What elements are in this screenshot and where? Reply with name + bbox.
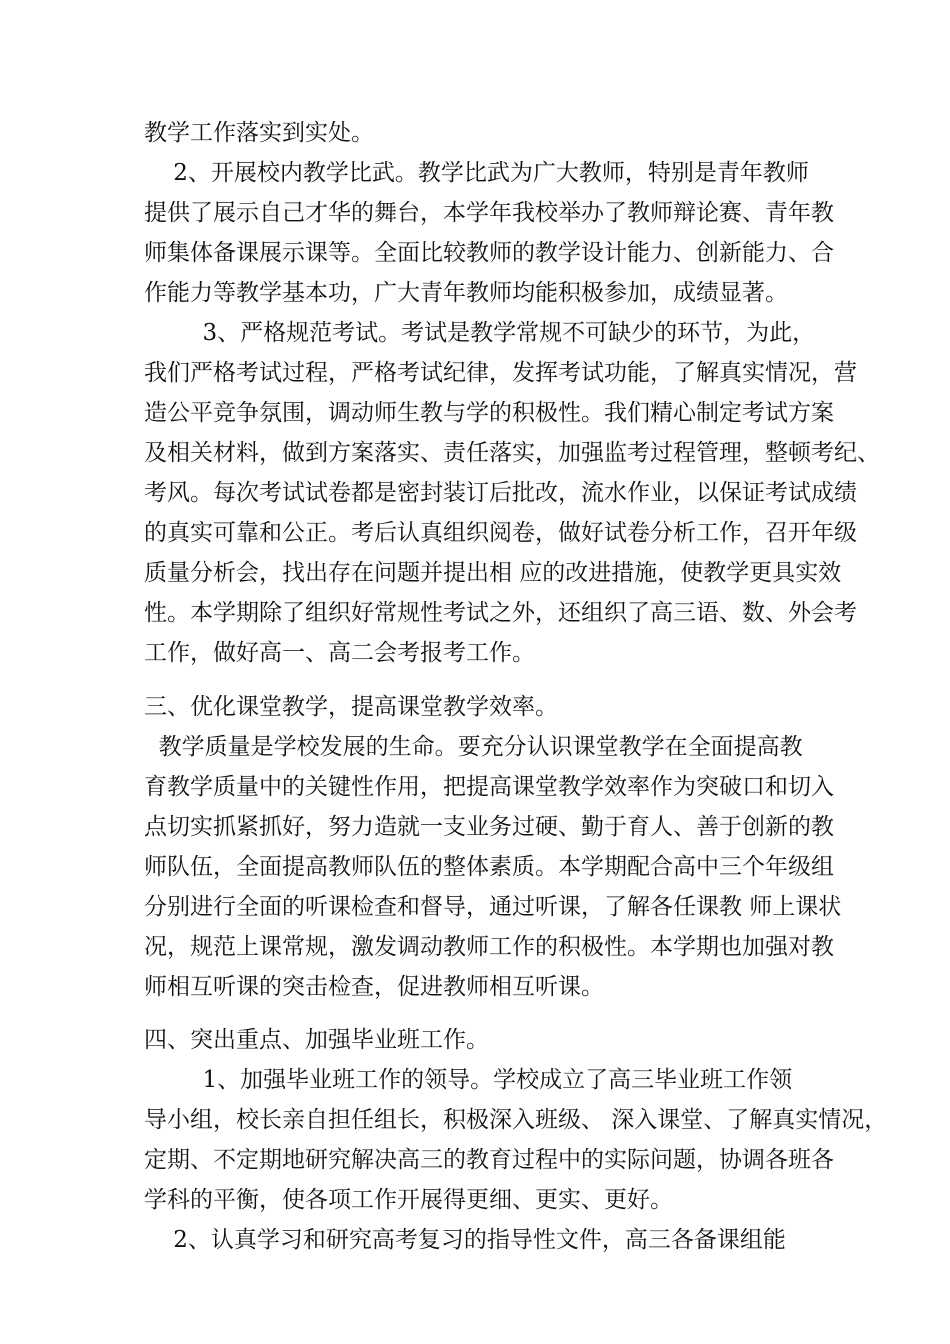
section-heading: 四、突出重点、加强毕业班工作。 <box>144 1027 489 1053</box>
text-line: 质量分析会，找出存在问题并提出相 应的改进措施，使教学更具实效 <box>144 560 842 586</box>
text-line: 师集体备课展示课等。全面比较教师的教学设计能力、创新能力、合 <box>144 240 834 266</box>
text-line: 我们严格考试过程，严格考试纪律，发挥考试功能，了解真实情况，营 <box>144 360 857 386</box>
text-line: 育教学质量中的关键性作用，把提高课堂教学效率作为突破口和切入 <box>144 774 834 800</box>
text-line: 提供了展示自己才华的舞台，本学年我校举办了教师辩论赛、青年教 <box>144 200 834 226</box>
text-line: 1、加强毕业班工作的领导。学校成立了高三毕业班工作领 <box>144 1067 793 1093</box>
text-line: 3、严格规范考试。考试是教学常规不可缺少的环节，为此， <box>144 320 816 346</box>
text-line: 定期、不定期地研究解决高三的教育过程中的实际问题，协调各班各 <box>144 1147 834 1173</box>
section-heading: 三、优化课堂教学，提高课堂教学效率。 <box>144 694 558 720</box>
text-line: 作能力等教学基本功，广大青年教师均能积极参加，成绩显著。 <box>144 280 788 306</box>
text-line: 教学工作落实到实处。 <box>144 120 374 146</box>
text-line: 师相互听课的突击检查，促进教师相互听课。 <box>144 974 604 1000</box>
text-line: 学科的平衡，使各项工作开展得更细、更实、更好。 <box>144 1187 673 1213</box>
text-line: 导小组，校长亲自担任组长，积极深入班级、 深入课堂、了解真实情况， <box>144 1107 888 1133</box>
text-line: 性。本学期除了组织好常规性考试之外，还组织了高三语、数、外会考 <box>144 600 857 626</box>
text-line: 及相关材料，做到方案落实、责任落实，加强监考过程管理，整顿考纪、 <box>144 440 880 466</box>
text-line: 点切实抓紧抓好，努力造就一支业务过硬、勤于育人、善于创新的教 <box>144 814 834 840</box>
text-line: 2、开展校内教学比武。教学比武为广大教师，特别是青年教师 <box>144 160 809 186</box>
text-line: 况，规范上课常规，激发调动教师工作的积极性。本学期也加强对教 <box>144 934 834 960</box>
text-line: 教学质量是学校发展的生命。要充分认识课堂教学在全面提高教 <box>144 734 803 760</box>
text-line: 分别进行全面的听课检查和督导，通过听课，了解各任课教 师上课状 <box>144 894 842 920</box>
text-line: 工作，做好高一、高二会考报考工作。 <box>144 640 535 666</box>
text-line: 2、认真学习和研究高考复习的指导性文件，高三各备课组能 <box>144 1227 786 1253</box>
text-line: 师队伍，全面提高教师队伍的整体素质。本学期配合高中三个年级组 <box>144 854 834 880</box>
text-line: 考风。每次考试试卷都是密封装订后批改，流水作业，以保证考试成绩 <box>144 480 857 506</box>
text-line: 造公平竞争氛围，调动师生教与学的积极性。我们精心制定考试方案 <box>144 400 834 426</box>
text-line: 的真实可靠和公正。考后认真组织阅卷，做好试卷分析工作，召开年级 <box>144 520 857 546</box>
